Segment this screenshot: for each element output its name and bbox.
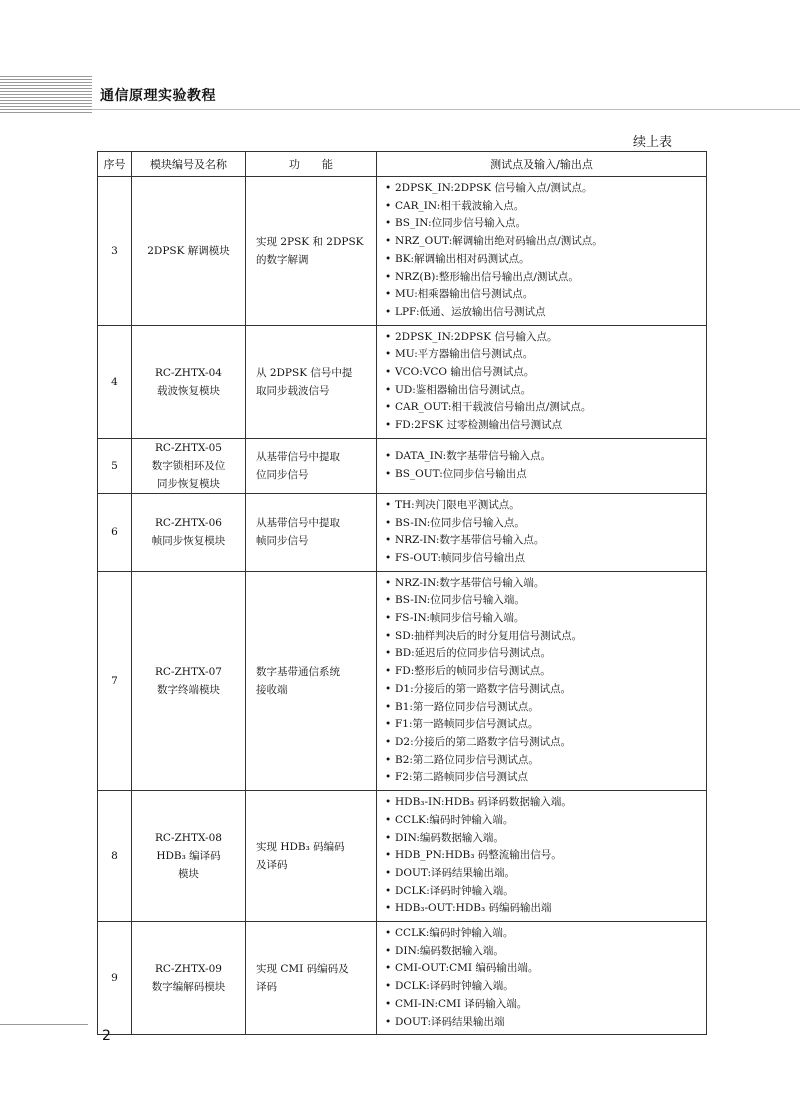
function-cell [246, 922, 377, 1035]
bullet-icon: • [385, 534, 392, 547]
header-num: 序号 [98, 152, 132, 177]
list-item [385, 610, 702, 628]
bullet-icon: • [385, 902, 392, 915]
function-line: 接收端 [256, 683, 288, 696]
list-item [385, 752, 702, 770]
test-points-cell [377, 922, 707, 1035]
bullet-icon: • [385, 962, 392, 975]
test-point-text: CCLK:编码时钟输入端。 [395, 927, 514, 940]
test-point-text: FS-OUT:帧同步信号输出点 [395, 551, 526, 564]
test-points-cell [377, 493, 707, 571]
test-point-text: 2DPSK_IN:2DPSK 信号输入点/测试点。 [395, 182, 593, 194]
test-point-text: DIN:编码数据输入端。 [395, 944, 504, 957]
bullet-icon: • [385, 612, 392, 625]
test-point-text: BS_IN:位同步信号输入点。 [395, 217, 527, 230]
test-point-text: BD:延迟后的位同步信号测试点。 [395, 647, 552, 660]
function-line: 从基带信号中提取 [256, 517, 340, 530]
function-line: 数字基带通信系统 [256, 665, 340, 678]
header-function: 功 能 [246, 152, 377, 177]
test-point-text: FD:2FSK 过零检测输出信号测试点 [395, 419, 563, 432]
bullet-icon: • [385, 718, 392, 731]
module-name-line: 数字锁相环及位 [151, 459, 226, 472]
test-point-text: F1:第一路帧同步信号测试点。 [395, 718, 539, 731]
list-item [385, 497, 702, 515]
table-row [98, 325, 707, 438]
table-continuation-label: 续上表 [632, 135, 672, 150]
list-item [385, 180, 702, 198]
list-item [385, 466, 702, 484]
bullet-icon: • [385, 813, 392, 826]
module-name-line: RC-ZHTX-07 [155, 665, 222, 678]
test-points-cell [377, 177, 707, 326]
list-item [385, 550, 702, 568]
list-item [385, 978, 702, 996]
bullet-icon: • [385, 682, 392, 695]
test-points-list [385, 794, 702, 918]
test-points-cell [377, 438, 707, 493]
test-point-text: B1:第一路位同步信号测试点。 [395, 700, 539, 713]
bullet-icon: • [385, 366, 392, 379]
test-point-text: MU:相乘器输出信号测试点。 [395, 288, 534, 301]
test-point-text: DCLK:译码时钟输入端。 [395, 884, 514, 897]
header-rule [92, 109, 800, 110]
bullet-icon: • [385, 235, 392, 248]
footer-rule [0, 1024, 88, 1025]
list-item [385, 215, 702, 233]
test-point-text: TH:判决门限电平测试点。 [395, 498, 520, 511]
header-decoration-stripes [0, 76, 92, 113]
row-number: 6 [98, 493, 132, 571]
function-cell [246, 438, 377, 493]
test-point-text: UD:鉴相器输出信号测试点。 [395, 383, 532, 396]
test-point-text: DIN:编码数据输入端。 [395, 831, 504, 844]
test-point-text: 2DPSK_IN:2DPSK 信号输入点。 [395, 330, 558, 343]
bullet-icon: • [385, 450, 392, 463]
list-item [385, 734, 702, 752]
module-name-line: 模块 [178, 868, 199, 881]
function-line: 从 2DPSK 信号中提 [256, 366, 353, 379]
module-name-line: RC-ZHTX-08 [155, 832, 222, 845]
row-number: 3 [98, 177, 132, 326]
module-name-cell [132, 177, 246, 326]
bullet-icon: • [385, 467, 392, 480]
bullet-icon: • [385, 288, 392, 301]
bullet-icon: • [385, 997, 392, 1010]
table-row [98, 177, 707, 326]
function-cell [246, 571, 377, 790]
list-item [385, 900, 702, 918]
function-line: 实现 2PSK 和 2DPSK [256, 235, 364, 248]
list-item [385, 628, 702, 646]
list-item [385, 812, 702, 830]
function-cell [246, 493, 377, 571]
bullet-icon: • [385, 796, 392, 809]
list-item [385, 943, 702, 961]
row-number: 9 [98, 922, 132, 1035]
list-item [385, 304, 702, 322]
function-line: 的数字解调 [256, 253, 309, 266]
bullet-icon: • [385, 270, 392, 283]
function-line: 帧同步信号 [256, 535, 309, 548]
list-item [385, 645, 702, 663]
function-line: 取同步载波信号 [256, 384, 330, 397]
function-line: 位同步信号 [256, 468, 309, 481]
test-point-text: LPF:低通、运放输出信号测试点 [395, 305, 546, 318]
function-cell [246, 791, 377, 922]
bullet-icon: • [385, 944, 392, 957]
test-point-text: DOUT:译码结果输出端 [395, 1015, 505, 1028]
test-point-text: CCLK:编码时钟输入端。 [395, 813, 514, 826]
test-point-text: VCO:VCO 输出信号测试点。 [395, 366, 535, 379]
list-item [385, 699, 702, 717]
list-item [385, 830, 702, 848]
bullet-icon: • [385, 516, 392, 529]
bullet-icon: • [385, 419, 392, 432]
test-point-text: HDB₃-OUT:HDB₃ 码编码输出端 [395, 902, 552, 915]
list-item [385, 399, 702, 417]
function-line: 及译码 [256, 859, 288, 872]
list-item [385, 448, 702, 466]
test-points-list [385, 180, 702, 322]
test-points-list [385, 925, 702, 1031]
list-item [385, 198, 702, 216]
test-point-text: NRZ-IN:数字基带信号输入点。 [395, 534, 545, 547]
test-point-text: NRZ_OUT:解调输出绝对码输出点/测试点。 [395, 235, 603, 248]
book-title: 通信原理实验教程 [100, 88, 216, 104]
test-point-text: BS-IN:位同步信号输入点。 [395, 516, 525, 529]
list-item [385, 532, 702, 550]
test-points-cell [377, 571, 707, 790]
test-point-text: DOUT:译码结果输出端。 [395, 866, 516, 879]
bullet-icon: • [385, 383, 392, 396]
test-point-text: BS_OUT:位同步信号输出点 [395, 467, 527, 480]
list-item [385, 847, 702, 865]
module-name-line: 数字终端模块 [157, 683, 220, 696]
list-item [385, 346, 702, 364]
module-name-line: RC-ZHTX-06 [155, 517, 222, 530]
bullet-icon: • [385, 199, 392, 212]
module-name-line: RC-ZHTX-09 [155, 963, 222, 976]
list-item [385, 233, 702, 251]
test-point-text: NRZ(B):整形输出信号输出点/测试点。 [395, 270, 579, 283]
function-line: 从基带信号中提取 [256, 450, 340, 463]
function-line: 译码 [256, 981, 277, 994]
bullet-icon: • [385, 498, 392, 511]
test-point-text: D1:分接后的第一路数字信号测试点。 [395, 682, 572, 695]
header-module-name: 模块编号及名称 [132, 152, 246, 177]
table-row [98, 571, 707, 790]
list-item [385, 883, 702, 901]
table-row [98, 791, 707, 922]
list-item [385, 269, 702, 287]
test-point-text: SD:抽样判决后的时分复用信号测试点。 [395, 629, 583, 642]
bullet-icon: • [385, 831, 392, 844]
test-point-text: CMI-IN:CMI 译码输入端。 [395, 997, 528, 1010]
test-point-text: NRZ-IN:数字基带信号输入端。 [395, 576, 545, 589]
test-point-text: D2:分接后的第二路数字信号测试点。 [395, 735, 572, 748]
row-number: 7 [98, 571, 132, 790]
bullet-icon: • [385, 771, 392, 784]
module-name-cell [132, 571, 246, 790]
function-cell [246, 177, 377, 326]
test-point-text: DATA_IN:数字基带信号输入点。 [395, 450, 552, 463]
list-item [385, 575, 702, 593]
bullet-icon: • [385, 182, 392, 194]
module-table [97, 151, 707, 1035]
test-point-text: HDB_PN:HDB₃ 码整流输出信号。 [395, 849, 562, 862]
bullet-icon: • [385, 401, 392, 414]
test-point-text: FS-IN:帧同步信号输入端。 [395, 612, 525, 625]
bullet-icon: • [385, 884, 392, 897]
bullet-icon: • [385, 849, 392, 862]
test-point-text: BS-IN:位同步信号输入端。 [395, 594, 525, 607]
list-item [385, 1014, 702, 1032]
bullet-icon: • [385, 330, 392, 343]
list-item [385, 364, 702, 382]
test-point-text: HDB₃-IN:HDB₃ 码译码数据输入端。 [395, 796, 572, 809]
test-points-cell [377, 325, 707, 438]
module-name-line: RC-ZHTX-04 [155, 366, 222, 379]
bullet-icon: • [385, 217, 392, 230]
module-name-line: 载波恢复模块 [157, 384, 220, 397]
list-item [385, 681, 702, 699]
list-item [385, 960, 702, 978]
list-item [385, 769, 702, 787]
module-name-line: 数字编解码模块 [151, 981, 226, 994]
row-number: 5 [98, 438, 132, 493]
test-points-cell [377, 791, 707, 922]
test-point-text: MU:平方器输出信号测试点。 [395, 348, 534, 361]
list-item [385, 251, 702, 269]
row-number: 8 [98, 791, 132, 922]
module-name-line: RC-ZHTX-05 [155, 441, 222, 454]
bullet-icon: • [385, 980, 392, 993]
list-item [385, 865, 702, 883]
list-item [385, 592, 702, 610]
test-point-text: CMI-OUT:CMI 编码输出端。 [395, 962, 539, 975]
test-points-list [385, 497, 702, 568]
table-header-row [98, 152, 707, 177]
table-row [98, 438, 707, 493]
test-points-list [385, 575, 702, 787]
module-name-cell [132, 438, 246, 493]
module-name-cell [132, 493, 246, 571]
bullet-icon: • [385, 1015, 392, 1028]
list-item [385, 996, 702, 1014]
list-item [385, 329, 702, 347]
module-name-line: 帧同步恢复模块 [151, 535, 226, 548]
bullet-icon: • [385, 647, 392, 660]
bullet-icon: • [385, 348, 392, 361]
bullet-icon: • [385, 594, 392, 607]
test-point-text: FD:整形后的帧同步信号测试点。 [395, 665, 551, 678]
module-name-cell [132, 922, 246, 1035]
module-name-line: 同步恢复模块 [157, 477, 220, 490]
bullet-icon: • [385, 252, 392, 265]
bullet-icon: • [385, 866, 392, 879]
list-item [385, 716, 702, 734]
list-item [385, 515, 702, 533]
list-item [385, 925, 702, 943]
list-item [385, 663, 702, 681]
list-item [385, 794, 702, 812]
bullet-icon: • [385, 576, 392, 589]
bullet-icon: • [385, 551, 392, 564]
header-test-points: 测试点及输入/输出点 [377, 152, 707, 177]
table-row [98, 922, 707, 1035]
bullet-icon: • [385, 700, 392, 713]
function-line: 实现 HDB₃ 码编码 [256, 841, 345, 854]
bullet-icon: • [385, 629, 392, 642]
test-point-text: CAR_OUT:相干载波信号输出点/测试点。 [395, 401, 592, 414]
bullet-icon: • [385, 305, 392, 318]
bullet-icon: • [385, 735, 392, 748]
bullet-icon: • [385, 665, 392, 678]
test-point-text: F2:第二路帧同步信号测试点 [395, 771, 529, 784]
row-number: 4 [98, 325, 132, 438]
test-point-text: B2:第二路位同步信号测试点。 [395, 753, 539, 766]
test-point-text: BK:解调输出相对码测试点。 [395, 252, 530, 265]
table-row [98, 493, 707, 571]
bullet-icon: • [385, 753, 392, 766]
list-item [385, 382, 702, 400]
page-number: 2 [102, 1028, 111, 1044]
module-name-cell [132, 325, 246, 438]
function-cell [246, 325, 377, 438]
test-points-list [385, 448, 702, 483]
test-point-text: DCLK:译码时钟输入端。 [395, 980, 514, 993]
list-item [385, 286, 702, 304]
test-point-text: CAR_IN:相干载波输入点。 [395, 199, 525, 212]
module-name-line: HDB₃ 编译码 [156, 850, 221, 863]
module-name-line: 2DPSK 解调模块 [147, 244, 230, 257]
bullet-icon: • [385, 927, 392, 940]
module-name-cell [132, 791, 246, 922]
test-points-list [385, 329, 702, 435]
list-item [385, 417, 702, 435]
function-line: 实现 CMI 码编码及 [256, 963, 349, 976]
